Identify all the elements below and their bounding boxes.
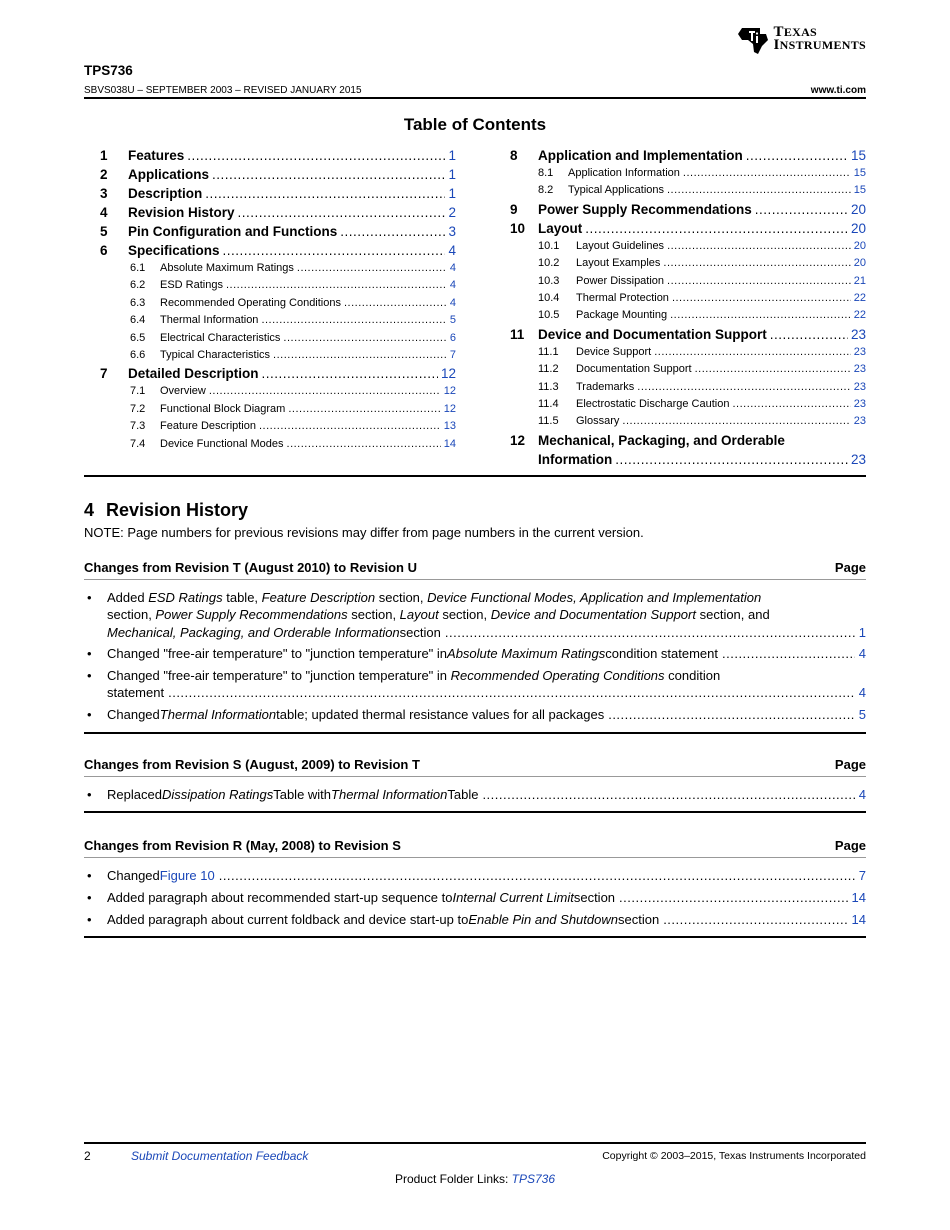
toc-entry[interactable] xyxy=(100,383,456,400)
footer-rule xyxy=(84,1142,866,1144)
dot-leader xyxy=(261,312,446,329)
dot-leader xyxy=(212,165,445,184)
toc-entry-number: 7.1 xyxy=(130,385,146,398)
toc-entry-number: 11.3 xyxy=(538,380,559,393)
list-item: • Added paragraph about current foldback and device start-up to Enable Pin and Shutdown section ..... 14 xyxy=(84,911,866,928)
toc-entry-label: Features xyxy=(128,148,185,163)
toc-entry-label: Trademarks xyxy=(576,380,635,393)
toc-page-link[interactable]: 4 xyxy=(449,279,456,292)
toc-left-column xyxy=(100,146,456,453)
dot-leader xyxy=(622,413,850,430)
toc-page-link[interactable]: 22 xyxy=(853,291,866,304)
toc-page-link[interactable]: 23 xyxy=(850,326,866,342)
dot-leader xyxy=(615,450,848,469)
toc-entry-number: 10.1 xyxy=(538,239,560,252)
toc-entry[interactable] xyxy=(510,344,866,361)
changes-rev-t xyxy=(84,754,866,813)
toc-page-link[interactable]: 3 xyxy=(448,224,456,239)
copyright: Copyright © 2003–2015, Texas Instruments Incorporated xyxy=(602,1150,866,1162)
toc-entry-label: Specifications xyxy=(128,243,220,258)
toc-entry-number: 6.3 xyxy=(130,296,146,309)
product-link[interactable]: TPS736 xyxy=(511,1172,556,1186)
toc-page-link[interactable]: 15 xyxy=(850,148,866,163)
toc-entry-label: Power Supply Recommendations xyxy=(538,201,752,217)
toc-entry[interactable] xyxy=(100,222,456,241)
toc-page-link[interactable]: 23 xyxy=(853,345,866,358)
toc-page-link[interactable]: 12 xyxy=(443,385,456,398)
toc-entry[interactable] xyxy=(510,361,866,378)
toc-entry[interactable] xyxy=(510,290,866,307)
dot-leader xyxy=(637,379,850,396)
toc-entry-label: Applications xyxy=(128,167,210,182)
page-link[interactable]: 4 xyxy=(858,685,866,701)
page-link[interactable]: 5 xyxy=(858,707,866,723)
dot-leader xyxy=(663,255,850,272)
toc-page-link[interactable]: 20 xyxy=(853,239,866,252)
revision-note: NOTE: Page numbers for previous revisions may differ from page numbers in the current version. xyxy=(84,525,644,540)
toc-entry[interactable] xyxy=(100,364,456,383)
dot-leader xyxy=(287,436,441,453)
dot-leader xyxy=(340,222,445,241)
toc-entry[interactable] xyxy=(100,436,456,453)
toc-entry-number: 7.4 xyxy=(130,437,146,450)
dot-leader xyxy=(187,146,445,165)
toc-entry-number: 8.2 xyxy=(538,184,554,197)
toc-entry-label: Description xyxy=(128,186,203,201)
toc-entry[interactable] xyxy=(510,431,866,450)
dot-leader xyxy=(672,290,851,307)
toc-entry[interactable] xyxy=(510,450,866,469)
toc-entry-number: 7 xyxy=(100,366,108,382)
divider xyxy=(84,811,866,813)
toc-entry-label: Pin Configuration and Functions xyxy=(128,224,338,239)
page-column-label: Page xyxy=(834,757,866,772)
divider xyxy=(84,776,866,777)
toc-page-link[interactable]: 20 xyxy=(850,220,866,236)
toc-entry[interactable] xyxy=(100,277,456,294)
changes-rev-s xyxy=(84,835,866,938)
list-item: • Changed "free-air temperature" to "junction temperature" in Absolute Maximum Ratings condition statement ..... 4 xyxy=(84,645,866,662)
toc-entry-label: Device Functional Modes xyxy=(160,437,284,450)
toc-entry[interactable] xyxy=(510,182,866,199)
toc-page-link[interactable]: 23 xyxy=(853,380,866,393)
dot-leader xyxy=(259,418,441,435)
toc-page-link[interactable]: 12 xyxy=(443,402,456,415)
toc-entry-label: Feature Description xyxy=(160,420,256,433)
dot-leader xyxy=(297,260,447,277)
logo-text-instruments: INSTRUMENTS xyxy=(773,37,866,53)
toc-entry-number: 5 xyxy=(100,224,108,239)
toc-right-column xyxy=(510,146,866,469)
toc-page-link[interactable]: 2 xyxy=(448,205,456,220)
toc-page-link[interactable]: 23 xyxy=(853,363,866,376)
toc-entry-number: 9 xyxy=(510,201,518,217)
toc-entry-number: 1 xyxy=(100,148,108,163)
toc-entry-label: Application and Implementation xyxy=(538,148,743,163)
website-url[interactable]: www.ti.com xyxy=(810,85,866,96)
toc-page-link[interactable]: 7 xyxy=(449,348,456,361)
toc-entry-label: Recommended Operating Conditions xyxy=(160,296,341,309)
toc-entry-label: Application Information xyxy=(568,167,680,179)
revision-history-heading: 4 Revision History xyxy=(84,500,249,520)
dot-leader xyxy=(755,200,848,219)
toc-entry-number: 10.2 xyxy=(538,257,560,270)
page-link[interactable]: 4 xyxy=(858,646,866,662)
toc-entry[interactable] xyxy=(510,255,866,272)
page-link[interactable]: 1 xyxy=(858,624,866,640)
toc-page-link[interactable]: 1 xyxy=(448,186,456,201)
toc-entry-label: Typical Applications xyxy=(568,184,664,197)
toc-entry-number: 7.2 xyxy=(130,402,146,415)
dot-leader xyxy=(732,396,850,413)
toc-entry[interactable] xyxy=(510,379,866,396)
list-item: • Changed Thermal Information table; updated thermal resistance values for all packages ..... 5 xyxy=(84,706,866,723)
toc-entry-label: Overview xyxy=(160,385,206,398)
toc-entry-number: 3 xyxy=(100,186,108,201)
toc-page-link[interactable]: 4 xyxy=(448,243,456,258)
toc-entry-label: Power Dissipation xyxy=(576,274,665,287)
product-folder-links: Product Folder Links: TPS736 xyxy=(394,1172,556,1186)
document-page xyxy=(84,0,866,1230)
ti-logo xyxy=(736,26,867,56)
toc-entry-number: 11.1 xyxy=(538,345,559,358)
toc-page-link[interactable]: 13 xyxy=(443,420,456,433)
toc-entry-number: 11 xyxy=(510,326,525,342)
toc-entry[interactable] xyxy=(100,401,456,418)
toc-page-link[interactable]: 6 xyxy=(449,331,456,344)
changes-heading: Changes from Revision S (August, 2009) to Revision T xyxy=(84,757,420,772)
page-number: 2 xyxy=(84,1149,91,1163)
dot-leader xyxy=(344,295,447,312)
toc-entry[interactable] xyxy=(100,312,456,329)
toc-entry-label: Device and Documentation Support xyxy=(538,326,767,342)
toc-entry-label: Typical Characteristics xyxy=(160,348,271,361)
toc-entry[interactable] xyxy=(100,418,456,435)
toc-page-link[interactable]: 4 xyxy=(449,262,456,274)
toc-entry-label: Layout Guidelines xyxy=(576,239,665,252)
toc-entry-label: Documentation Support xyxy=(576,363,692,376)
toc-page-link[interactable]: 20 xyxy=(853,257,866,270)
toc-entry-number: 10 xyxy=(510,220,526,236)
dot-leader xyxy=(273,347,447,364)
dot-leader xyxy=(205,184,445,203)
toc-entry-label: Revision History xyxy=(128,205,235,220)
dot-leader xyxy=(283,330,446,347)
toc-entry[interactable] xyxy=(100,184,456,203)
toc-entry-number: 6.1 xyxy=(130,262,146,274)
toc-page-link[interactable]: 1 xyxy=(448,167,456,182)
toc-entry[interactable] xyxy=(100,295,456,312)
toc-entry[interactable] xyxy=(100,146,456,165)
toc-entry[interactable] xyxy=(100,241,456,260)
toc-page-link[interactable]: 4 xyxy=(449,296,456,309)
toc-entry-number: 6.5 xyxy=(130,331,146,344)
logo-text-texas: TEXAS xyxy=(773,24,818,40)
toc-entry[interactable] xyxy=(510,396,866,413)
toc-page-link[interactable]: 21 xyxy=(853,274,866,287)
list-item: • Added ESD Ratings table, Feature Description section, Device Functional Modes, Application and Implementation section, Power Supply Recommendations section, Layout section, Device and Documentation Support section, and Mechanical, Packaging, and Orderable Information section ..... 1 xyxy=(84,589,866,641)
toc-page-link[interactable]: 5 xyxy=(449,314,456,327)
page-link[interactable]: 14 xyxy=(851,911,866,927)
dot-leader xyxy=(288,401,440,418)
dot-leader xyxy=(746,146,848,165)
dot-leader xyxy=(670,307,851,324)
toc-entry-number: 10.3 xyxy=(538,274,560,287)
page-link[interactable]: 14 xyxy=(851,889,866,905)
toc-entry-label: Electrostatic Discharge Caution xyxy=(576,397,730,410)
dot-leader xyxy=(238,203,446,222)
feedback-link[interactable]: Submit Documentation Feedback xyxy=(131,1149,309,1163)
divider xyxy=(84,732,866,734)
toc-entry-number: 4 xyxy=(100,205,108,220)
dot-leader xyxy=(226,277,447,294)
toc-entry-number: 6.4 xyxy=(130,314,146,327)
divider xyxy=(84,857,866,858)
dot-leader xyxy=(667,182,851,199)
toc-entry[interactable] xyxy=(100,203,456,222)
toc-entry-number: 10.5 xyxy=(538,309,560,322)
dot-leader xyxy=(667,273,851,290)
toc-entry-number: 8.1 xyxy=(538,167,554,179)
figure-10-link[interactable]: Figure 10 xyxy=(159,868,215,883)
header-rule xyxy=(84,97,866,99)
toc-entry[interactable] xyxy=(510,165,866,182)
dot-leader xyxy=(585,219,848,238)
list-item: • Replaced Dissipation Ratings Table with Thermal Information Table ..... 4 xyxy=(84,786,866,803)
toc-page-link[interactable]: 20 xyxy=(850,201,866,217)
dot-leader xyxy=(654,344,851,361)
list-item: • Changed Figure 10 ..... 7 xyxy=(84,867,866,884)
dot-leader xyxy=(695,361,851,378)
toc-entry[interactable] xyxy=(100,165,456,184)
toc-entry-number: 11.2 xyxy=(538,363,559,376)
toc-entry[interactable] xyxy=(100,260,456,277)
toc-entry-label: Layout Examples xyxy=(576,257,661,270)
toc-entry[interactable] xyxy=(100,347,456,364)
toc-page-link[interactable]: 15 xyxy=(853,184,866,197)
page-link[interactable]: 4 xyxy=(858,787,866,802)
toc-entry[interactable] xyxy=(510,307,866,324)
divider xyxy=(84,936,866,938)
divider xyxy=(84,579,866,580)
list-item: • Added paragraph about recommended start-up sequence to Internal Current Limit section ..... 14 xyxy=(84,889,866,906)
toc-page-link[interactable]: 15 xyxy=(853,167,866,179)
toc-entry[interactable] xyxy=(510,200,866,219)
toc-entry-label: Package Mounting xyxy=(576,309,668,322)
toc-entry-number: 7.3 xyxy=(130,420,146,433)
toc-entry[interactable] xyxy=(510,219,866,238)
toc-page-link[interactable]: 23 xyxy=(853,415,866,428)
toc-page-link[interactable]: 23 xyxy=(850,451,866,467)
toc-entry-number: 10.4 xyxy=(538,291,560,304)
toc-entry-label: Layout xyxy=(538,220,583,236)
document-title: TPS736 xyxy=(84,63,133,78)
toc-entry-label: Absolute Maximum Ratings xyxy=(160,262,294,274)
toc-entry-number: 11.4 xyxy=(538,397,559,410)
toc-page-link[interactable]: 1 xyxy=(448,148,456,163)
toc-page-link[interactable]: 14 xyxy=(443,437,456,450)
changes-heading: Changes from Revision R (May, 2008) to Revision S xyxy=(84,838,401,853)
toc-entry-label: Detailed Description xyxy=(128,366,259,382)
page-column-label: Page xyxy=(834,560,866,575)
list-item: • Changed "free-air temperature" to "junction temperature" in Recommended Operating Conditions condition statement ..... 4 xyxy=(84,667,866,702)
toc-entry-number: 8 xyxy=(510,148,518,163)
toc-page-link[interactable]: 12 xyxy=(440,366,456,382)
toc-bottom-rule xyxy=(84,475,866,477)
toc-entry[interactable] xyxy=(510,238,866,255)
toc-entry[interactable] xyxy=(510,325,866,344)
dot-leader xyxy=(667,238,851,255)
toc-entry-number: 2 xyxy=(100,167,108,182)
changes-rev-u xyxy=(84,557,866,734)
toc-entry-number: 6.6 xyxy=(130,348,146,361)
ti-logo-icon xyxy=(736,26,770,56)
dot-leader xyxy=(683,165,851,182)
toc-entry-number: 12 xyxy=(510,432,526,448)
dot-leader xyxy=(223,241,446,260)
toc-entry-label: Mechanical, Packaging, and Orderable xyxy=(538,432,785,448)
toc-entry-label: Thermal Information xyxy=(160,314,259,327)
toc-entry-number: 6.2 xyxy=(130,279,146,292)
toc-entry-label: Device Support xyxy=(576,345,652,358)
toc-entry-label: Thermal Protection xyxy=(576,291,669,304)
toc-entry-label: Functional Block Diagram xyxy=(160,402,286,415)
page-column-label: Page xyxy=(834,838,866,853)
toc-entry[interactable] xyxy=(100,330,456,347)
toc-entry[interactable] xyxy=(510,413,866,430)
dot-leader xyxy=(209,383,441,400)
toc-entry-label: Information xyxy=(538,451,613,467)
dot-leader xyxy=(262,364,438,383)
toc-entry-label: Glossary xyxy=(576,415,620,428)
toc-entry[interactable] xyxy=(510,146,866,165)
toc-page-link[interactable]: 22 xyxy=(853,309,866,322)
document-revision-meta: SBVS038U – SEPTEMBER 2003 – REVISED JANUARY 2015 xyxy=(84,85,362,96)
toc-page-link[interactable]: 23 xyxy=(853,397,866,410)
toc-entry-number: 11.5 xyxy=(538,415,559,428)
changes-heading: Changes from Revision T (August 2010) to Revision U xyxy=(84,560,417,575)
toc-entry-number: 6 xyxy=(100,243,108,258)
dot-leader xyxy=(770,325,848,344)
page-link[interactable]: 7 xyxy=(858,868,866,883)
toc-title: Table of Contents xyxy=(403,115,547,134)
toc-entry-label: ESD Ratings xyxy=(160,279,223,292)
toc-entry[interactable] xyxy=(510,273,866,290)
toc-entry-label: Electrical Characteristics xyxy=(160,331,281,344)
